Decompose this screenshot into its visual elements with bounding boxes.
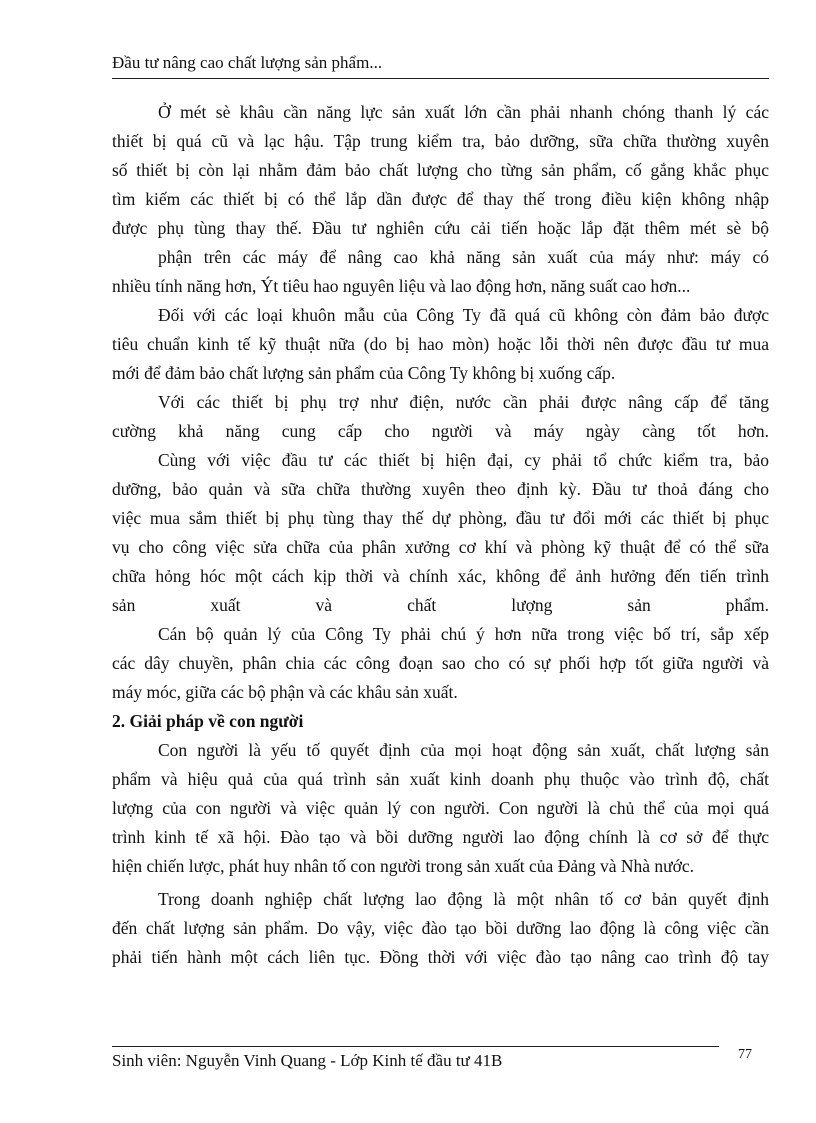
text-line: Con người là yếu tố quyết định của mọi hoạt động sản xuất, chất lượng sản — [158, 740, 769, 760]
text-line: thiết bị quá cũ và lạc hậu. Tập trung kiểm tra, bảo dưỡng, sữa chữa thường xuyên — [112, 131, 769, 151]
text-line: đến chất lượng sản phẩm. Do vậy, việc đào tạo bồi dưỡng lao động là công việc cần — [112, 918, 769, 938]
text-line: dưỡng, bảo quản và sữa chữa thường xuyên theo định kỳ. Đầu tư thoả đáng cho — [112, 479, 769, 499]
text-line: phẩm và hiệu quả của quá trình sản xuất kinh doanh phụ thuộc vào trình độ, chất — [112, 769, 769, 789]
paragraph-auxiliary-equipment — [112, 388, 769, 446]
text-line: được phụ tùng thay thế. Đầu tư nghiên cứu cải tiến hoặc lắp đặt thêm mét sè bộ — [112, 218, 769, 238]
text-line: tiêu chuẩn kinh tế kỹ thuật nữa (do bị hao mòn) hoặc lỗi thời nên được đầu tư mua — [112, 334, 769, 354]
paragraph-management — [112, 620, 769, 707]
text-line: lượng của con người và việc quản lý con người. Con người là chủ thể của mọi quá — [112, 798, 769, 818]
text-line: số thiết bị còn lại nhằm đảm bảo chất lượng cho từng sản phẩm, cố gắng khắc phục — [112, 160, 769, 180]
section-heading: 2. Giải pháp về con người — [112, 711, 304, 731]
text-line: Trong doanh nghiệp chất lượng lao động là một nhân tố cơ bản quyết định — [158, 889, 769, 909]
text-line: phải tiến hành một cách liên tục. Đồng thời với việc đào tạo nâng cao trình độ tay — [112, 947, 769, 967]
text-line: Cán bộ quản lý của Công Ty phải chú ý hơn nữa trong việc bố trí, sắp xếp — [158, 624, 769, 644]
text-line: máy móc, giữa các bộ phận và các khâu sản xuất. — [112, 682, 458, 702]
paragraph-maintenance — [112, 446, 769, 620]
text-line: Đối với các loại khuôn mẫu của Công Ty đã quá cũ không còn đảm bảo được — [158, 305, 769, 325]
text-line: Với các thiết bị phụ trợ như điện, nước cần phải được nâng cấp để tăng — [158, 392, 769, 412]
paragraph-molds — [112, 301, 769, 388]
paragraph-equipment-liquidation — [112, 98, 769, 301]
text-line: tìm kiếm các thiết bị có thể lắp dần được để thay thế trong điều kiện không nhập — [112, 189, 769, 209]
text-line: việc mua sắm thiết bị phụ tùng thay thế dự phòng, đầu tư đổi mới các thiết bị phục — [112, 508, 769, 528]
text-line: các dây chuyền, phân chia các công đoạn sao cho có sự phối hợp tốt giữa người và — [112, 653, 769, 673]
footer-divider — [112, 1046, 719, 1047]
page-body — [112, 98, 769, 972]
text-line: trình kinh tế xã hội. Đào tạo và bồi dưỡng người lao động chính là cơ sở để thực — [112, 827, 769, 847]
paragraph-labor-quality — [112, 885, 769, 972]
text-line: hiện chiến lược, phát huy nhân tố con người trong sản xuất của Đảng và Nhà nước. — [112, 856, 695, 876]
text-line: phận trên các máy để nâng cao khả năng sản xuất của máy như: máy có — [158, 247, 769, 267]
paragraph-human-factor — [112, 736, 769, 881]
footer-author: Sinh viên: Nguyễn Vinh Quang - Lớp Kinh tế đầu tư 41B — [112, 1051, 503, 1070]
running-header: Đầu tư nâng cao chất lượng sản phẩm... — [112, 50, 769, 79]
text-line: vụ cho công việc sửa chữa của phân xưởng cơ khí và phòng kỹ thuật để có thể sữa — [112, 537, 769, 557]
text-line: sản xuất và chất lượng sản phẩm. — [112, 595, 769, 615]
text-line: nhiều tính năng hơn, Ýt tiêu hao nguyên liệu và lao động hơn, năng suất cao hơn... — [112, 276, 691, 296]
text-line: mới để đảm bảo chất lượng sản phẩm của Công Ty không bị xuống cấp. — [112, 363, 616, 383]
text-line: Cùng với việc đầu tư các thiết bị hiện đại, cy phải tổ chức kiểm tra, bảo — [158, 450, 769, 470]
page-number: 77 — [738, 1047, 752, 1062]
text-line: cường khả năng cung cấp cho người và máy ngày càng tốt hơn. — [112, 421, 769, 441]
text-line: chữa hỏng hóc một cách kịp thời và chính xác, không để ảnh hưởng đến tiến trình — [112, 566, 769, 586]
text-line: Ở mét sè khâu cần năng lực sản xuất lớn cần phải nhanh chóng thanh lý các — [158, 102, 769, 122]
